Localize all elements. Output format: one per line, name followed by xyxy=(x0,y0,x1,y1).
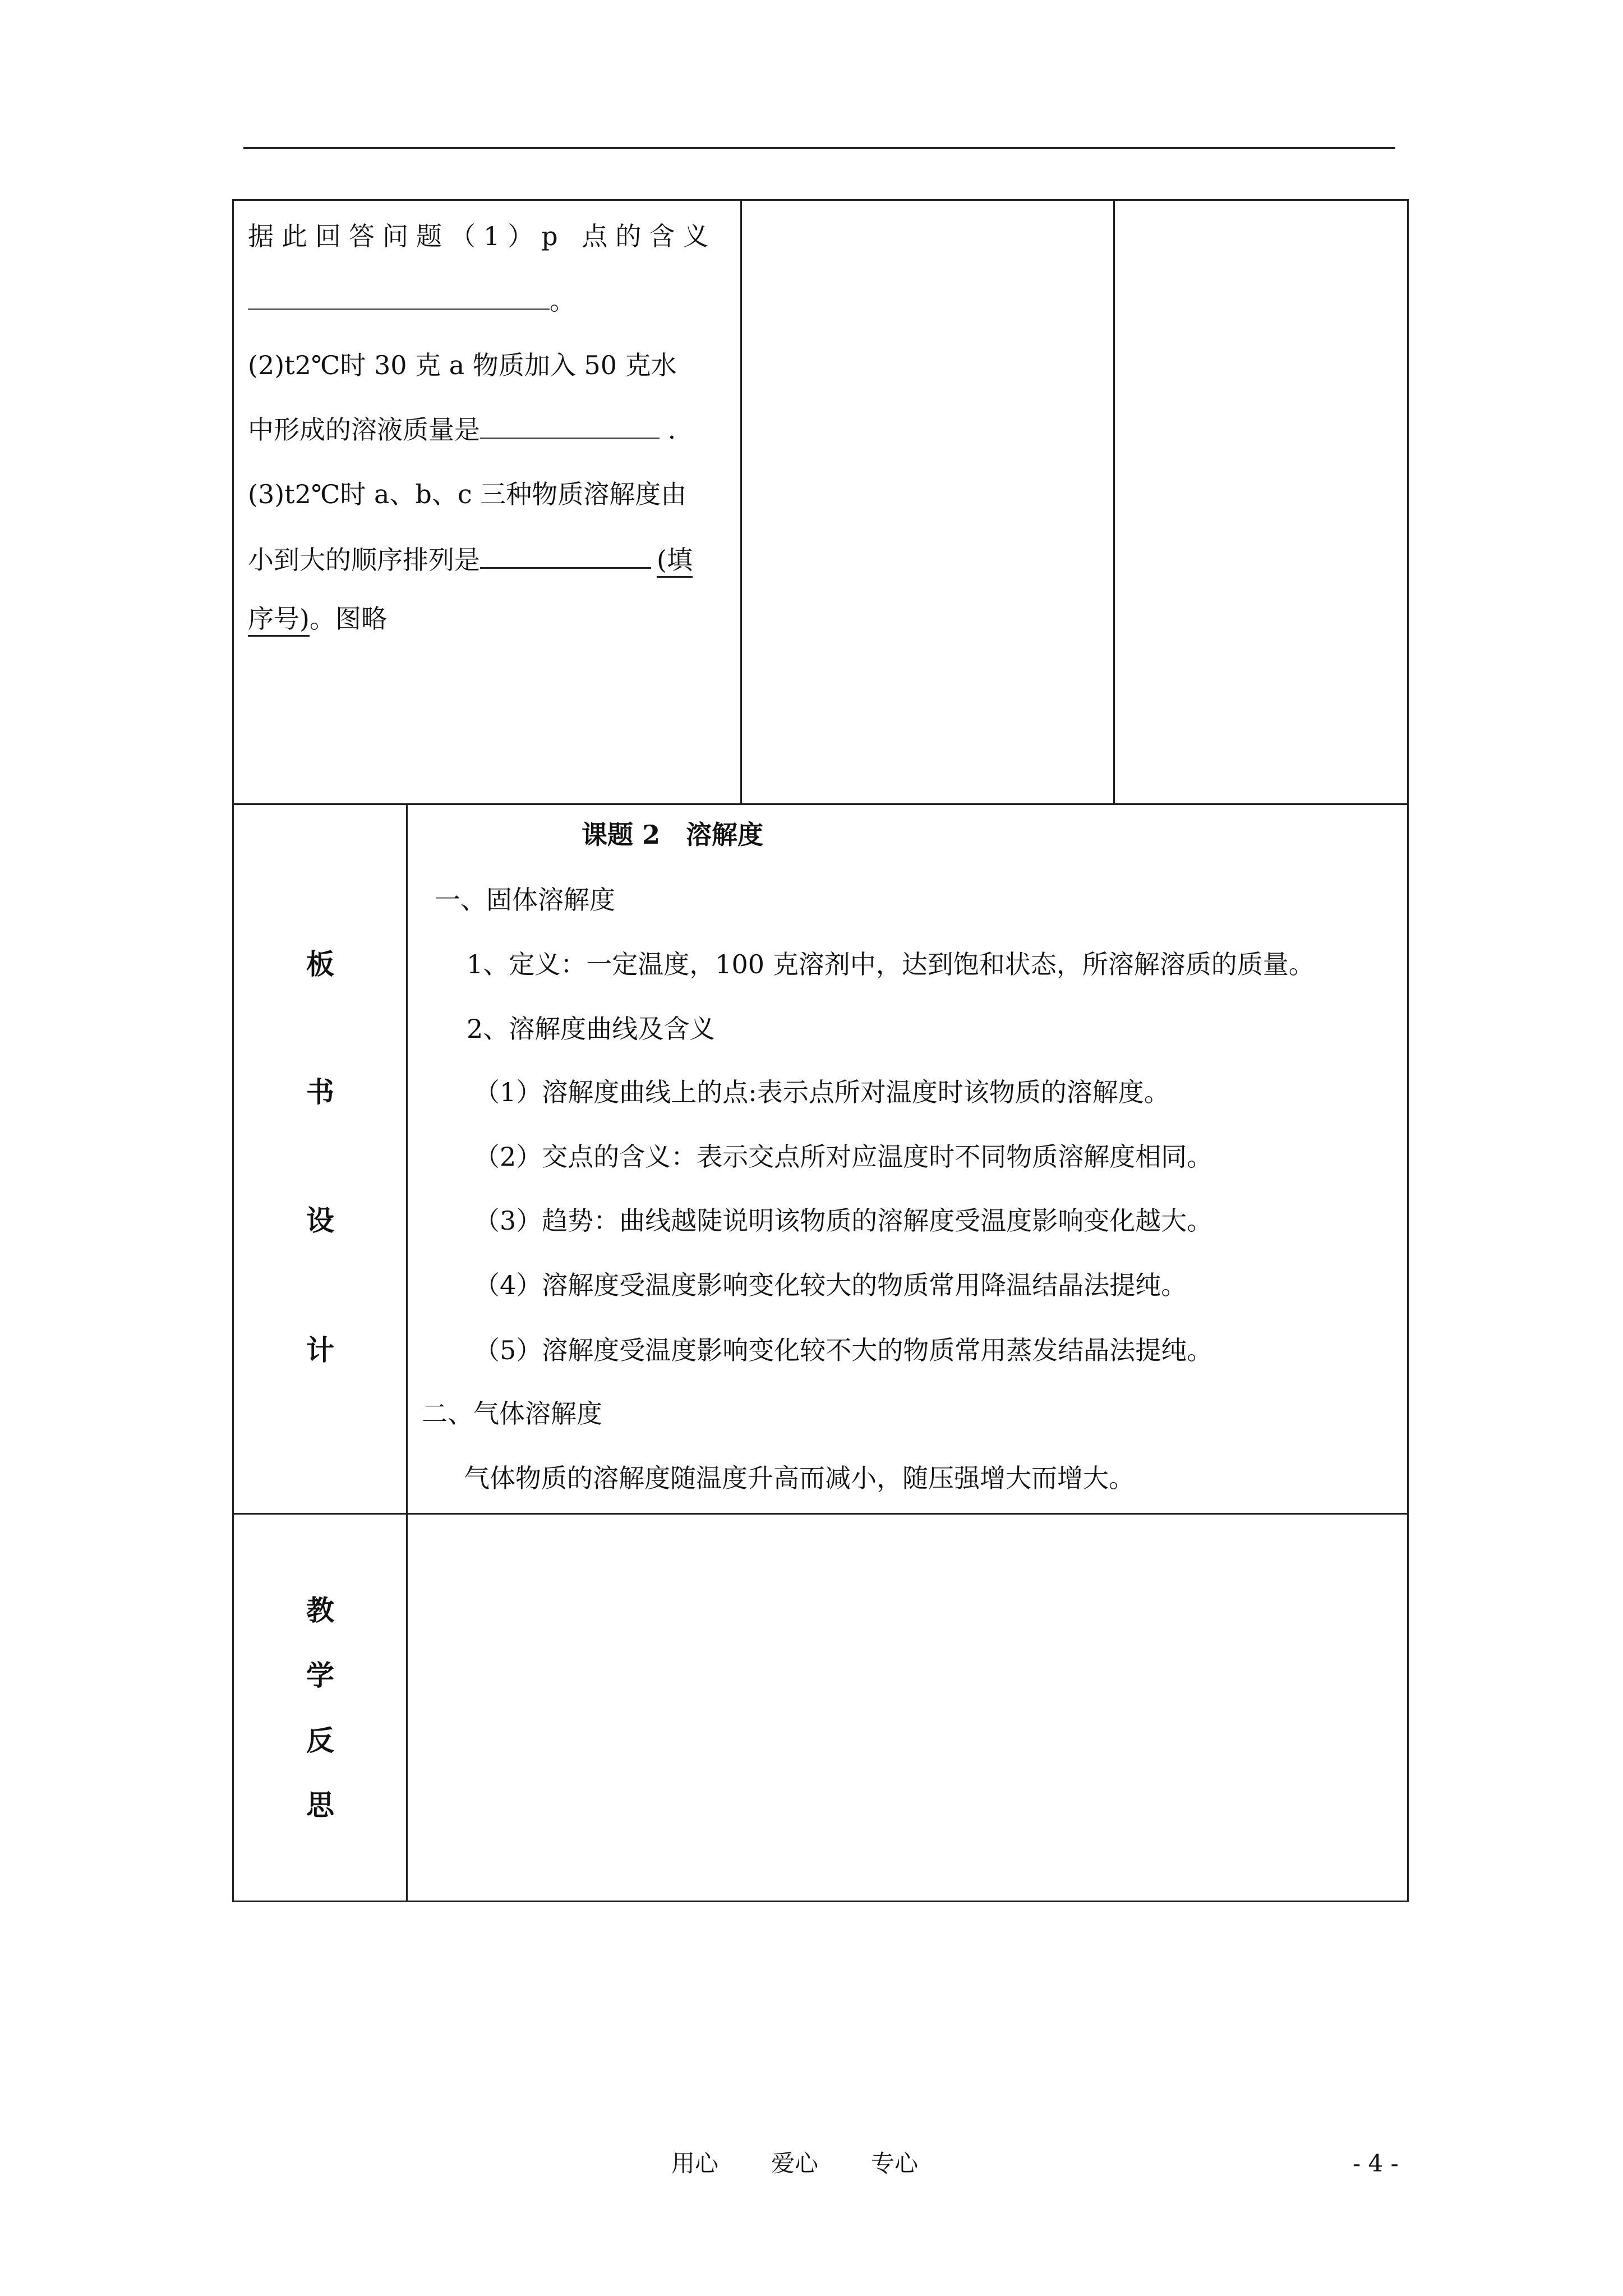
board-line-9: 二、气体溶解度 xyxy=(422,1398,602,1429)
footer-item-1: 用心 xyxy=(671,2150,719,2177)
board-title: 课题 2 溶解度 xyxy=(582,820,764,850)
label-column-divider xyxy=(406,803,408,1902)
board-line-6: （3）趋势：曲线越陡说明该物质的溶解度受温度影响变化越大。 xyxy=(474,1205,1213,1236)
reflection-label-char-4: 思 xyxy=(306,1788,334,1821)
board-label-char-1: 板 xyxy=(306,947,334,981)
question-line-7-underlined: 序号) xyxy=(248,604,310,637)
question-line-2 xyxy=(248,284,575,317)
board-line-10: 气体物质的溶解度随温度升高而减小，随压强增大而增大。 xyxy=(464,1463,1135,1493)
reflection-label-char-1: 教 xyxy=(306,1594,334,1627)
board-line-8: （5）溶解度受温度影响变化较不大的物质常用蒸发结晶法提纯。 xyxy=(474,1335,1213,1365)
question-line-6-text: 小到大的顺序排列是 xyxy=(248,545,480,575)
table-top-border xyxy=(232,199,1409,201)
question-line-3: (2)t2℃时 30 克 a 物质加入 50 克水 xyxy=(248,350,677,380)
question-line-4-suffix: . xyxy=(660,415,676,445)
row1-divider-b xyxy=(1113,199,1115,805)
table-bottom-border xyxy=(232,1901,1409,1902)
board-line-2: 1、定义：一定温度，100 克溶剂中，达到饱和状态，所溶解溶质的质量。 xyxy=(467,949,1315,979)
question-line-7-rest: 。图略 xyxy=(309,604,387,634)
question-line-2-suffix: 。 xyxy=(550,286,575,316)
row1-divider-a xyxy=(740,199,742,805)
answer-blank-3[interactable] xyxy=(480,542,651,569)
row-divider-1 xyxy=(232,803,1409,805)
reflection-label-char-2: 学 xyxy=(306,1659,334,1692)
board-label-char-2: 书 xyxy=(306,1075,334,1108)
answer-blank-2[interactable] xyxy=(480,415,660,439)
board-label-char-4: 计 xyxy=(306,1333,334,1366)
reflection-label-char-3: 反 xyxy=(306,1724,334,1757)
question-line-6 xyxy=(248,542,693,576)
board-line-4: （1）溶解度曲线上的点:表示点所对温度时该物质的溶解度。 xyxy=(474,1077,1170,1107)
table-left-border xyxy=(232,199,234,1902)
question-line-6-suffix: (填 xyxy=(657,545,693,578)
board-line-7: （4）溶解度受温度影响变化较大的物质常用降温结晶法提纯。 xyxy=(474,1270,1187,1300)
footer-item-2: 爱心 xyxy=(771,2150,819,2177)
question-line-7 xyxy=(248,602,387,635)
board-label-char-3: 设 xyxy=(306,1204,334,1237)
table-right-border xyxy=(1407,199,1409,1902)
header-rule xyxy=(243,147,1395,149)
board-line-1: 一、固体溶解度 xyxy=(435,885,615,915)
reflection-content-area[interactable] xyxy=(408,1515,1407,1900)
footer-item-3: 专心 xyxy=(871,2150,919,2177)
board-line-5: （2）交点的含义：表示交点所对应温度时不同物质溶解度相同。 xyxy=(474,1142,1213,1172)
row-divider-2 xyxy=(232,1513,1409,1515)
question-line-5: (3)t2℃时 a、b、c 三种物质溶解度由 xyxy=(248,479,687,509)
question-line-1: 据此回答问题（1）p 点的含义 xyxy=(248,221,717,251)
question-line-4 xyxy=(248,413,676,446)
answer-blank-1[interactable] xyxy=(248,286,550,310)
question-line-4-text: 中形成的溶液质量是 xyxy=(248,415,480,445)
board-line-3: 2、溶解度曲线及含义 xyxy=(467,1014,716,1044)
page-number: - 4 - xyxy=(1353,2150,1399,2177)
